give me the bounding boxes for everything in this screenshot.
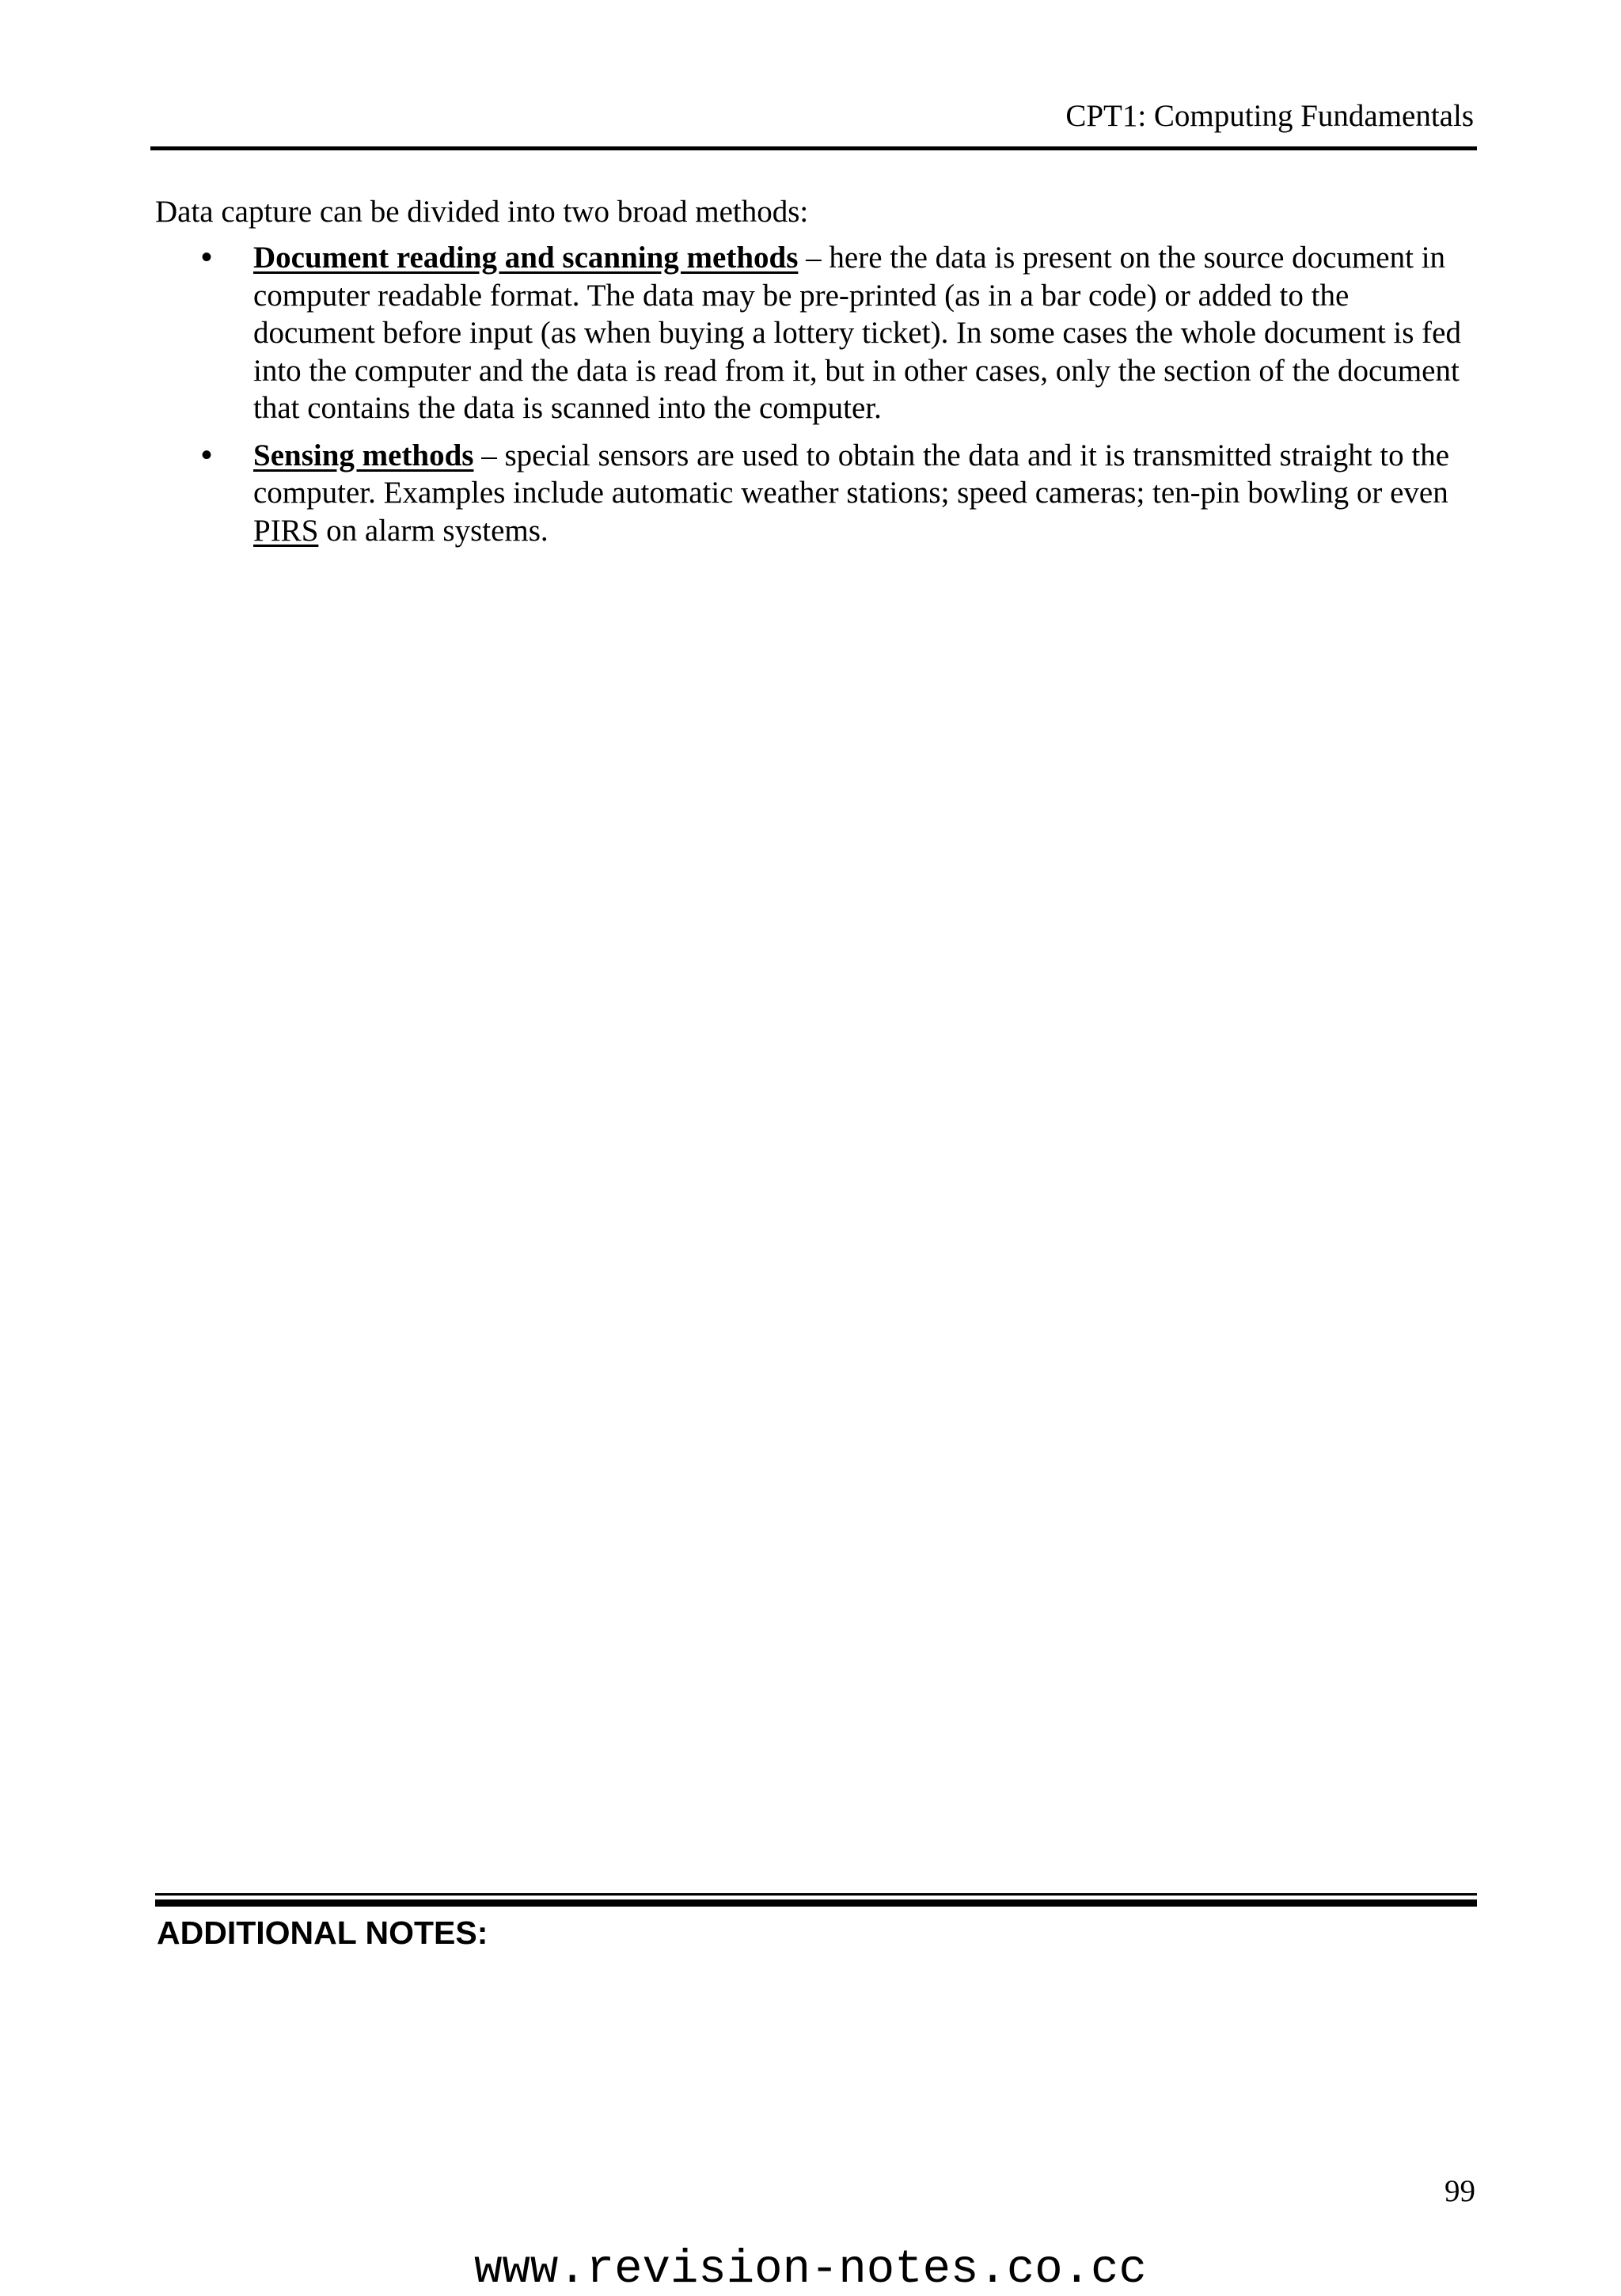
intro-paragraph: Data capture can be divided into two broad methods: (155, 195, 809, 229)
notes-divider-thin (155, 1893, 1477, 1896)
description-sensing-end: on alarm systems. (318, 513, 549, 548)
description-sensing: – special sensors are used to obtain the data and it is transmitted straight to the computer. Examples include automatic weather stations; speed cameras; ten-pin bowling or even (253, 438, 1450, 510)
list-item-sensing (155, 437, 1477, 550)
header-divider (150, 146, 1477, 150)
term-sensing: Sensing methods (253, 438, 474, 472)
methods-list (155, 239, 1477, 559)
page-number: 99 (1444, 2174, 1475, 2208)
running-header: CPT1: Computing Fundamentals (1065, 99, 1474, 133)
list-item-document-reading (155, 239, 1477, 427)
term-document-reading: Document reading and scanning methods (253, 241, 799, 275)
description-document-reading: – here the data is present on the source document in computer readable format. The data may be pre-printed (as in a bar code) or added to the document before input (as when buying a lottery ticket). In some cases the whole document is fed into the computer and the data is read from it, but in other cases, only the section of the document that contains the data is scanned into the computer. (253, 241, 1461, 425)
notes-divider-thick (155, 1899, 1477, 1907)
footer-url: www.revision-notes.co.cc (474, 2243, 1147, 2296)
bullet-icon: • (201, 437, 213, 472)
additional-notes-heading: ADDITIONAL NOTES: (157, 1915, 488, 1951)
pirs-link[interactable]: PIRS (253, 513, 319, 548)
bullet-icon: • (201, 240, 213, 275)
